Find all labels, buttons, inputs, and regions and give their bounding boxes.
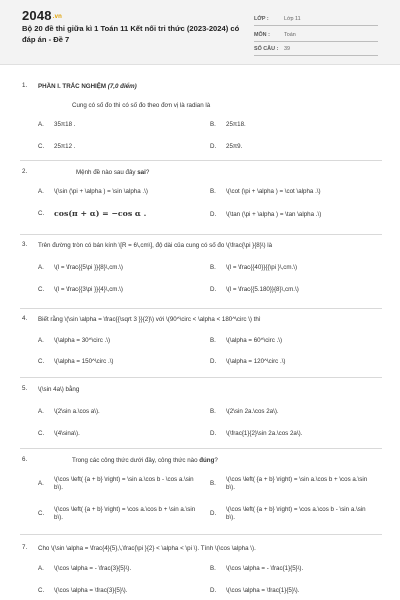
question-stem: \(\sin 4a\) bằng: [38, 386, 80, 393]
logo-text: 2048: [22, 8, 52, 23]
meta-class: [254, 14, 378, 26]
option-label: B.: [210, 264, 216, 271]
option-text: \(\alpha = 30^\circ .\): [54, 337, 111, 344]
logo-suffix: .vn: [52, 13, 63, 20]
option-text: \(2\sin 2a.\cos 2a\).: [226, 408, 279, 415]
question-stem: [72, 456, 400, 465]
option-text: \(\cos \left( {a + b} \right) = \sin a.\cos b - \cos a.\sin b\).: [54, 476, 194, 491]
option-label: A.: [38, 121, 44, 128]
option-text: 25π12 .: [54, 143, 76, 150]
option-label: C.: [38, 358, 45, 365]
option-text: \(\cos \alpha = - \frac{1}{5}\).: [226, 565, 304, 572]
option-text: 25π9.: [226, 143, 243, 150]
option-label: C.: [38, 430, 45, 437]
page-header: [0, 0, 400, 65]
question-end: ?: [145, 169, 150, 176]
option-text: \(\cos \alpha = \frac{3}{5}\).: [54, 587, 128, 594]
section-points: (7,0 điểm): [106, 83, 137, 90]
option-label: B.: [210, 408, 216, 415]
option-label: D.: [210, 211, 217, 218]
meta-subject-value: Toán: [284, 32, 296, 38]
question-number: 5.: [22, 385, 28, 392]
document-title: Bộ 20 đề thi giữa kì 1 Toán 11 Kết nối tri thức (2023-2024) có đáp án - Đề 7: [22, 24, 240, 44]
option-text: \(\sin (\pi + \alpha ) = \sin \alpha .\): [54, 188, 148, 195]
option-text: \(2\sin a.\cos a\).: [54, 408, 100, 415]
option-text: \(4\sina\).: [54, 430, 80, 437]
option-text: \(\cos \left( {a + b} \right) = \sin a.\cos b + \cos a.\sin b\).: [226, 476, 368, 491]
option-text: 25π18.: [226, 121, 246, 128]
option-text: \(\alpha = 120^\circ .\): [226, 358, 286, 365]
option-text: \(\cos \alpha = \frac{1}{5}\).: [226, 587, 300, 594]
option-text: cos(π + α) = −cos α .: [54, 209, 147, 218]
question-number: 7.: [22, 544, 28, 551]
divider: [20, 234, 382, 235]
option-label: D.: [210, 587, 217, 594]
option-label: D.: [210, 430, 217, 437]
option-label: C.: [38, 286, 45, 293]
option-text: \(l = \frac{{5.180}}{8}\,cm.\): [226, 286, 299, 293]
meta-count-value: 39: [284, 46, 290, 52]
divider: [20, 160, 382, 161]
option-text: \(l = \frac{{3\pi }}{4}\,cm.\): [54, 286, 123, 293]
meta-class-value: Lớp 11: [284, 16, 301, 22]
divider: [20, 308, 382, 309]
option-label: D.: [210, 286, 217, 293]
emphasis: sai: [137, 169, 146, 176]
question-stem: [76, 168, 400, 177]
meta-count-label: SỐ CÂU :: [254, 46, 279, 52]
option-text: \(\frac{1}{2}\sin 2a.\cos 2a\).: [226, 430, 303, 437]
option-text: \(\cos \left( {a + b} \right) = \cos a.\cos b - \sin a.\sin b\).: [226, 506, 366, 521]
option-text: \(l = \frac{{40}}{{\pi }\,cm.\): [226, 264, 298, 271]
divider: [20, 448, 382, 449]
option-label: D.: [210, 143, 217, 150]
site-logo[interactable]: [22, 8, 62, 23]
section-heading: PHẦN I. TRẮC NGHIỆM: [38, 83, 107, 90]
option-label: A.: [38, 480, 44, 487]
question-text: Trong các công thức dưới đây, công thức nào: [72, 457, 200, 464]
question-number: 1.: [22, 82, 28, 89]
emphasis: đúng: [199, 457, 215, 464]
divider: [20, 377, 382, 378]
meta-subject-label: MÔN :: [254, 32, 270, 38]
option-text: 35π18 .: [54, 121, 76, 128]
option-label: A.: [38, 188, 44, 195]
question-stem: [38, 82, 383, 91]
option-text: \(\alpha = 60^\circ .\): [226, 337, 283, 344]
option-text: \(\cos \left( {a + b} \right) = \cos a.\cos b + \sin a.\sin b\).: [54, 506, 196, 521]
meta-count: [254, 44, 378, 56]
option-label: A.: [38, 565, 44, 572]
option-text: \(l = \frac{{5\pi }}{8}\,cm.\): [54, 264, 123, 271]
question-text: Cung có số đo thì có số đo theo đơn vị là radian là: [72, 102, 211, 109]
option-label: B.: [210, 480, 216, 487]
option-label: C.: [38, 143, 45, 150]
option-label: C.: [38, 210, 45, 217]
question-stem: Trên đường tròn có bán kính \[R = 6\,cm\], độ dài của cung có số đo \(\frac{\pi }{8}\) là: [38, 242, 273, 249]
meta-subject: [254, 30, 378, 42]
option-label: B.: [210, 188, 216, 195]
question-stem: Biết rằng \(\sin \alpha = \frac{{\sqrt 3 }}{2}\) với \(90^\circ < \alpha < 180^\circ \) thì: [38, 316, 261, 323]
question-number: 3.: [22, 241, 28, 248]
option-label: B.: [210, 565, 216, 572]
question-number: 2.: [22, 168, 28, 175]
question-number: 4.: [22, 315, 28, 322]
option-text: \(\cot (\pi + \alpha ) = \cot \alpha .\): [226, 188, 321, 195]
meta-class-label: LỚP :: [254, 16, 269, 22]
question-end: ?: [214, 457, 218, 464]
divider: [20, 534, 382, 535]
option-label: C.: [38, 587, 45, 594]
question-stem: Cho \(\sin \alpha = \frac{4}{5},\,\frac{\pi }{2} < \alpha < \pi \). Tính \(\cos \alpha \).: [38, 545, 256, 552]
option-label: B.: [210, 121, 216, 128]
option-label: A.: [38, 337, 44, 344]
option-text: \(\alpha = 150^\circ .\): [54, 358, 114, 365]
option-label: B.: [210, 337, 216, 344]
question-text: Mệnh đề nào sau đây: [76, 169, 138, 176]
question-number: 6.: [22, 456, 28, 463]
option-label: A.: [38, 408, 44, 415]
option-label: D.: [210, 358, 217, 365]
option-label: D.: [210, 510, 217, 517]
option-label: A.: [38, 264, 44, 271]
option-label: C.: [38, 510, 45, 517]
option-text: \(\tan (\pi + \alpha ) = \tan \alpha .\): [226, 211, 322, 218]
option-text: \(\cos \alpha = - \frac{3}{5}\).: [54, 565, 132, 572]
